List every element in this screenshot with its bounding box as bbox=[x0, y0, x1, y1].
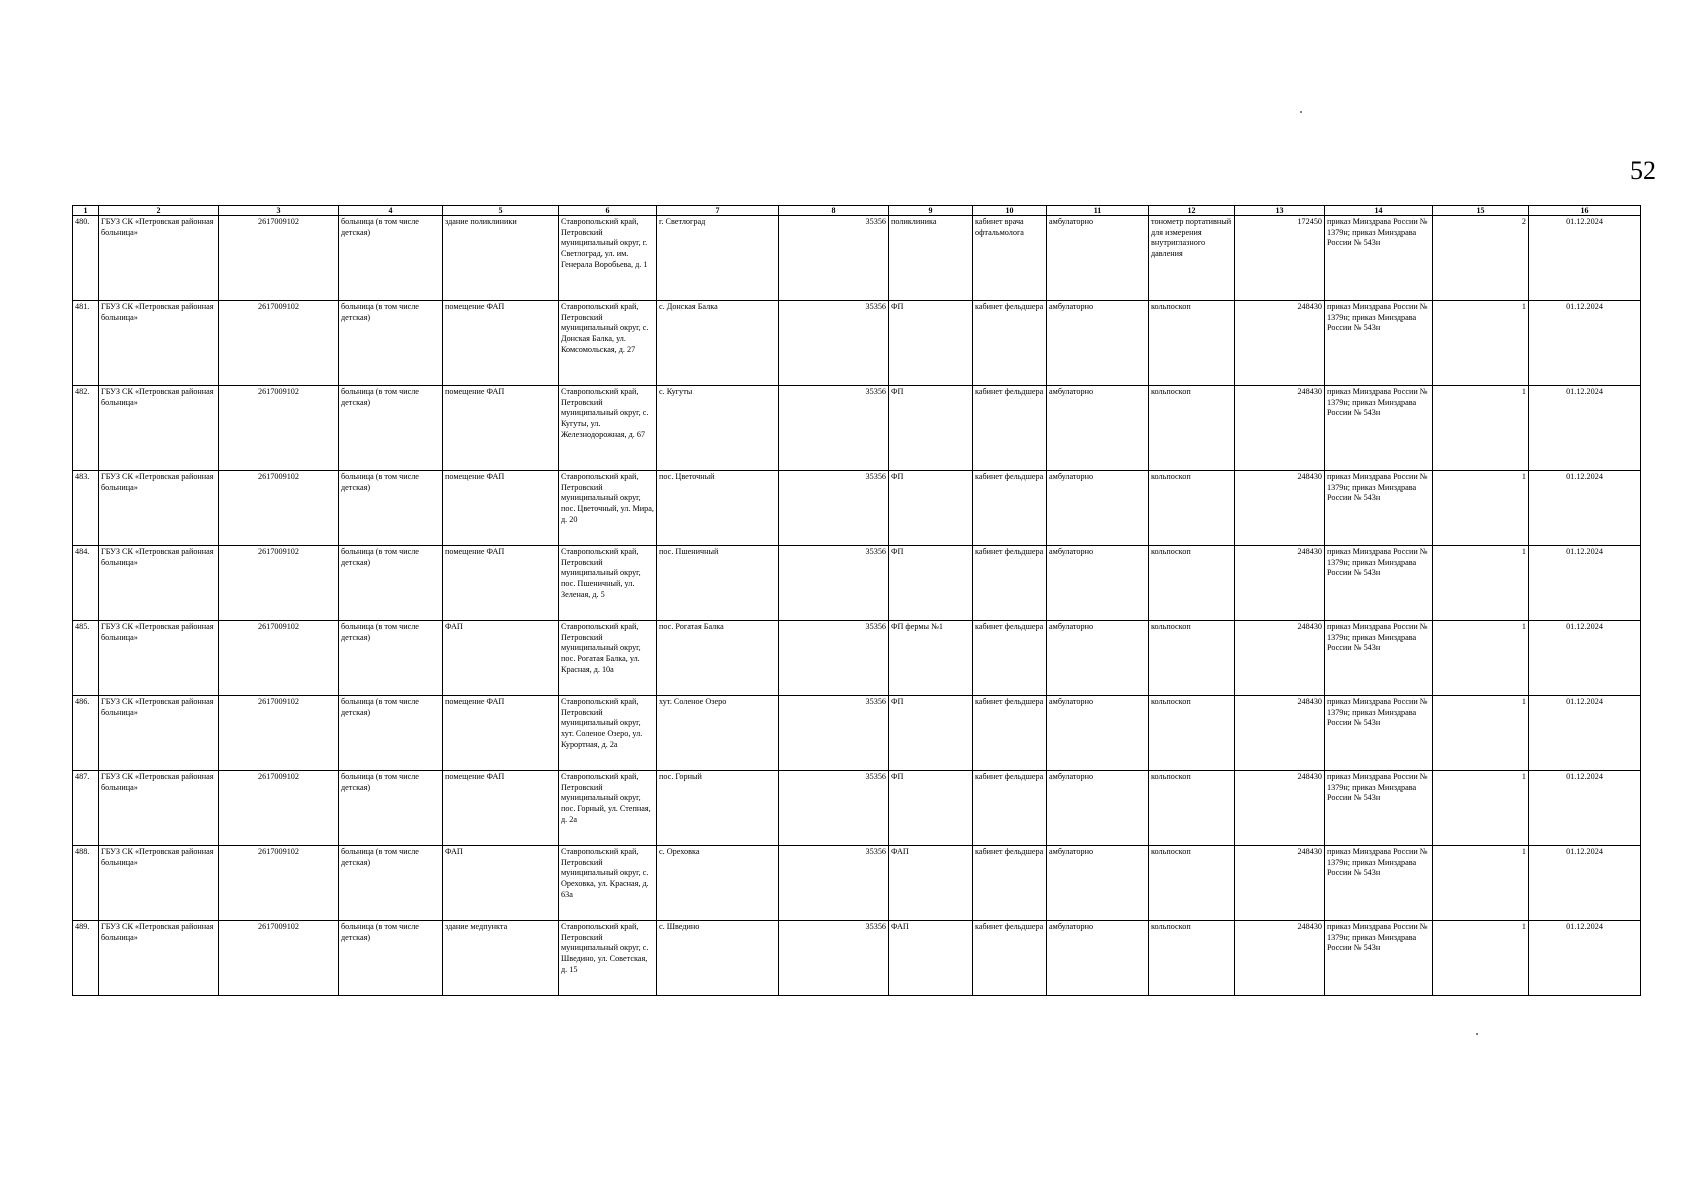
cell-room: кабинет фельдшера bbox=[973, 546, 1047, 621]
cell-equipment-name: кольпоскоп bbox=[1149, 301, 1235, 386]
cell-subdivision: ФП bbox=[889, 471, 973, 546]
cell-inn: 2617009102 bbox=[219, 216, 339, 301]
column-header-11: 11 bbox=[1047, 206, 1149, 216]
cell-building-type: помещение ФАП bbox=[443, 471, 559, 546]
cell-room: кабинет фельдшера bbox=[973, 846, 1047, 921]
cell-care-form: амбулаторно bbox=[1047, 386, 1149, 471]
equipment-register-table bbox=[72, 205, 1641, 996]
cell-address: Ставропольский край, Петровский муниципальный округ, г. Светлоград, ул. им. Генерала Воробьева, д. 1 bbox=[559, 216, 657, 301]
cell-equipment-name: кольпоскоп bbox=[1149, 846, 1235, 921]
cell-settlement: с. Донская Балка bbox=[657, 301, 779, 386]
table-row bbox=[73, 921, 1641, 996]
cell-price: 248430 bbox=[1235, 386, 1325, 471]
cell-room: кабинет фельдшера bbox=[973, 386, 1047, 471]
cell-inn: 2617009102 bbox=[219, 386, 339, 471]
cell-address: Ставропольский край, Петровский муниципальный округ, с. Шведино, ул. Советская, д. 15 bbox=[559, 921, 657, 996]
table-row bbox=[73, 621, 1641, 696]
cell-date: 01.12.2024 bbox=[1529, 386, 1641, 471]
header-row bbox=[73, 206, 1641, 216]
cell-address: Ставропольский край, Петровский муниципальный округ, пос. Цветочный, ул. Мира, д. 20 bbox=[559, 471, 657, 546]
cell-price: 172450 bbox=[1235, 216, 1325, 301]
cell-settlement: пос. Рогатая Балка bbox=[657, 621, 779, 696]
cell-settlement: пос. Цветочный bbox=[657, 471, 779, 546]
cell-organization-type: больница (в том числе детская) bbox=[339, 921, 443, 996]
cell-care-form: амбулаторно bbox=[1047, 471, 1149, 546]
cell-organization-name: ГБУЗ СК «Петровская районная больница» bbox=[99, 471, 219, 546]
cell-subdivision: ФАП bbox=[889, 921, 973, 996]
column-header-6: 6 bbox=[559, 206, 657, 216]
cell-settlement: с. Кугуты bbox=[657, 386, 779, 471]
cell-price: 248430 bbox=[1235, 696, 1325, 771]
cell-row-number: 481. bbox=[73, 301, 99, 386]
column-header-5: 5 bbox=[443, 206, 559, 216]
cell-organization-type: больница (в том числе детская) bbox=[339, 546, 443, 621]
cell-building-type: здание медпункта bbox=[443, 921, 559, 996]
table-row bbox=[73, 471, 1641, 546]
cell-quantity: 1 bbox=[1433, 386, 1529, 471]
cell-inn: 2617009102 bbox=[219, 546, 339, 621]
cell-oktmo-code: 35356 bbox=[779, 921, 889, 996]
cell-date: 01.12.2024 bbox=[1529, 621, 1641, 696]
cell-oktmo-code: 35356 bbox=[779, 696, 889, 771]
column-header-13: 13 bbox=[1235, 206, 1325, 216]
cell-equipment-name: кольпоскоп bbox=[1149, 771, 1235, 846]
cell-regulation: приказ Минздрава России № 1379н; приказ Минздрава России № 543н bbox=[1325, 386, 1433, 471]
cell-inn: 2617009102 bbox=[219, 301, 339, 386]
cell-date: 01.12.2024 bbox=[1529, 216, 1641, 301]
cell-oktmo-code: 35356 bbox=[779, 301, 889, 386]
cell-price: 248430 bbox=[1235, 621, 1325, 696]
table-row bbox=[73, 546, 1641, 621]
cell-care-form: амбулаторно bbox=[1047, 846, 1149, 921]
cell-subdivision: ФАП bbox=[889, 846, 973, 921]
cell-organization-name: ГБУЗ СК «Петровская районная больница» bbox=[99, 621, 219, 696]
cell-care-form: амбулаторно bbox=[1047, 621, 1149, 696]
cell-building-type: помещение ФАП bbox=[443, 771, 559, 846]
cell-date: 01.12.2024 bbox=[1529, 771, 1641, 846]
cell-equipment-name: кольпоскоп bbox=[1149, 621, 1235, 696]
cell-organization-type: больница (в том числе детская) bbox=[339, 696, 443, 771]
table-row bbox=[73, 386, 1641, 471]
cell-inn: 2617009102 bbox=[219, 771, 339, 846]
cell-organization-name: ГБУЗ СК «Петровская районная больница» bbox=[99, 386, 219, 471]
cell-building-type: ФАП bbox=[443, 846, 559, 921]
column-header-14: 14 bbox=[1325, 206, 1433, 216]
cell-regulation: приказ Минздрава России № 1379н; приказ Минздрава России № 543н bbox=[1325, 471, 1433, 546]
cell-building-type: помещение ФАП bbox=[443, 696, 559, 771]
cell-regulation: приказ Минздрава России № 1379н; приказ Минздрава России № 543н bbox=[1325, 771, 1433, 846]
cell-row-number: 487. bbox=[73, 771, 99, 846]
cell-organization-name: ГБУЗ СК «Петровская районная больница» bbox=[99, 216, 219, 301]
cell-regulation: приказ Минздрава России № 1379н; приказ Минздрава России № 543н bbox=[1325, 546, 1433, 621]
cell-settlement: хут. Соленое Озеро bbox=[657, 696, 779, 771]
cell-date: 01.12.2024 bbox=[1529, 301, 1641, 386]
cell-settlement: с. Шведино bbox=[657, 921, 779, 996]
cell-equipment-name: тонометр портативный для измерения внутриглазного давления bbox=[1149, 216, 1235, 301]
cell-oktmo-code: 35356 bbox=[779, 216, 889, 301]
cell-building-type: здание поликлиники bbox=[443, 216, 559, 301]
cell-organization-name: ГБУЗ СК «Петровская районная больница» bbox=[99, 921, 219, 996]
cell-address: Ставропольский край, Петровский муниципальный округ, с. Донская Балка, ул. Комсомольская, д. 27 bbox=[559, 301, 657, 386]
cell-row-number: 480. bbox=[73, 216, 99, 301]
cell-room: кабинет фельдшера bbox=[973, 301, 1047, 386]
cell-building-type: помещение ФАП bbox=[443, 386, 559, 471]
column-header-2: 2 bbox=[99, 206, 219, 216]
column-header-10: 10 bbox=[973, 206, 1047, 216]
cell-organization-name: ГБУЗ СК «Петровская районная больница» bbox=[99, 771, 219, 846]
cell-quantity: 1 bbox=[1433, 471, 1529, 546]
cell-date: 01.12.2024 bbox=[1529, 546, 1641, 621]
cell-row-number: 482. bbox=[73, 386, 99, 471]
cell-organization-type: больница (в том числе детская) bbox=[339, 216, 443, 301]
cell-subdivision: ФП bbox=[889, 771, 973, 846]
cell-regulation: приказ Минздрава России № 1379н; приказ Минздрава России № 543н bbox=[1325, 921, 1433, 996]
cell-oktmo-code: 35356 bbox=[779, 621, 889, 696]
cell-quantity: 1 bbox=[1433, 846, 1529, 921]
cell-oktmo-code: 35356 bbox=[779, 846, 889, 921]
cell-date: 01.12.2024 bbox=[1529, 696, 1641, 771]
cell-building-type: помещение ФАП bbox=[443, 301, 559, 386]
cell-care-form: амбулаторно bbox=[1047, 216, 1149, 301]
table-row bbox=[73, 216, 1641, 301]
cell-date: 01.12.2024 bbox=[1529, 471, 1641, 546]
cell-oktmo-code: 35356 bbox=[779, 546, 889, 621]
cell-row-number: 488. bbox=[73, 846, 99, 921]
cell-oktmo-code: 35356 bbox=[779, 471, 889, 546]
cell-inn: 2617009102 bbox=[219, 471, 339, 546]
cell-care-form: амбулаторно bbox=[1047, 546, 1149, 621]
cell-regulation: приказ Минздрава России № 1379н; приказ Минздрава России № 543н bbox=[1325, 846, 1433, 921]
cell-row-number: 485. bbox=[73, 621, 99, 696]
cell-organization-type: больница (в том числе детская) bbox=[339, 471, 443, 546]
cell-price: 248430 bbox=[1235, 546, 1325, 621]
cell-building-type: помещение ФАП bbox=[443, 546, 559, 621]
column-header-8: 8 bbox=[779, 206, 889, 216]
cell-price: 248430 bbox=[1235, 301, 1325, 386]
cell-oktmo-code: 35356 bbox=[779, 771, 889, 846]
cell-regulation: приказ Минздрава России № 1379н; приказ Минздрава России № 543н bbox=[1325, 621, 1433, 696]
table-row bbox=[73, 771, 1641, 846]
cell-settlement: с. Ореховка bbox=[657, 846, 779, 921]
cell-organization-type: больница (в том числе детская) bbox=[339, 301, 443, 386]
cell-settlement: г. Светлоград bbox=[657, 216, 779, 301]
column-header-16: 16 bbox=[1529, 206, 1641, 216]
cell-equipment-name: кольпоскоп bbox=[1149, 696, 1235, 771]
cell-price: 248430 bbox=[1235, 921, 1325, 996]
cell-care-form: амбулаторно bbox=[1047, 921, 1149, 996]
cell-regulation: приказ Минздрава России № 1379н; приказ Минздрава России № 543н bbox=[1325, 301, 1433, 386]
cell-inn: 2617009102 bbox=[219, 846, 339, 921]
cell-address: Ставропольский край, Петровский муниципальный округ, пос. Пшеничный, ул. Зеленая, д. 5 bbox=[559, 546, 657, 621]
cell-inn: 2617009102 bbox=[219, 621, 339, 696]
cell-room: кабинет фельдшера bbox=[973, 621, 1047, 696]
column-header-15: 15 bbox=[1433, 206, 1529, 216]
cell-organization-type: больница (в том числе детская) bbox=[339, 771, 443, 846]
table-row bbox=[73, 301, 1641, 386]
cell-row-number: 486. bbox=[73, 696, 99, 771]
cell-quantity: 1 bbox=[1433, 301, 1529, 386]
cell-oktmo-code: 35356 bbox=[779, 386, 889, 471]
cell-room: кабинет фельдшера bbox=[973, 771, 1047, 846]
cell-subdivision: ФП bbox=[889, 301, 973, 386]
column-header-12: 12 bbox=[1149, 206, 1235, 216]
cell-quantity: 1 bbox=[1433, 921, 1529, 996]
cell-organization-name: ГБУЗ СК «Петровская районная больница» bbox=[99, 846, 219, 921]
cell-room: кабинет фельдшера bbox=[973, 471, 1047, 546]
cell-address: Ставропольский край, Петровский муниципальный округ, с. Ореховка, ул. Красная, д. 63а bbox=[559, 846, 657, 921]
cell-room: кабинет врача офтальмолога bbox=[973, 216, 1047, 301]
cell-room: кабинет фельдшера bbox=[973, 921, 1047, 996]
cell-row-number: 483. bbox=[73, 471, 99, 546]
cell-quantity: 1 bbox=[1433, 696, 1529, 771]
cell-quantity: 1 bbox=[1433, 771, 1529, 846]
cell-price: 248430 bbox=[1235, 471, 1325, 546]
cell-room: кабинет фельдшера bbox=[973, 696, 1047, 771]
cell-price: 248430 bbox=[1235, 846, 1325, 921]
cell-regulation: приказ Минздрава России № 1379н; приказ Минздрава России № 543н bbox=[1325, 696, 1433, 771]
cell-equipment-name: кольпоскоп bbox=[1149, 546, 1235, 621]
cell-subdivision: ФП bbox=[889, 696, 973, 771]
cell-organization-type: больница (в том числе детская) bbox=[339, 846, 443, 921]
cell-row-number: 484. bbox=[73, 546, 99, 621]
cell-address: Ставропольский край, Петровский муниципальный округ, пос. Рогатая Балка, ул. Красная, д. 10а bbox=[559, 621, 657, 696]
cell-address: Ставропольский край, Петровский муниципальный округ, хут. Соленое Озеро, ул. Курортная, д. 2а bbox=[559, 696, 657, 771]
table-body bbox=[73, 216, 1641, 996]
cell-quantity: 2 bbox=[1433, 216, 1529, 301]
cell-organization-name: ГБУЗ СК «Петровская районная больница» bbox=[99, 696, 219, 771]
cell-inn: 2617009102 bbox=[219, 921, 339, 996]
cell-date: 01.12.2024 bbox=[1529, 846, 1641, 921]
cell-equipment-name: кольпоскоп bbox=[1149, 471, 1235, 546]
table-row bbox=[73, 846, 1641, 921]
column-header-4: 4 bbox=[339, 206, 443, 216]
column-header-3: 3 bbox=[219, 206, 339, 216]
column-header-7: 7 bbox=[657, 206, 779, 216]
cell-organization-type: больница (в том числе детская) bbox=[339, 621, 443, 696]
cell-inn: 2617009102 bbox=[219, 696, 339, 771]
cell-address: Ставропольский край, Петровский муниципальный округ, с. Кугуты, ул. Железнодорожная, д. 67 bbox=[559, 386, 657, 471]
cell-quantity: 1 bbox=[1433, 621, 1529, 696]
cell-care-form: амбулаторно bbox=[1047, 696, 1149, 771]
cell-organization-name: ГБУЗ СК «Петровская районная больница» bbox=[99, 546, 219, 621]
cell-building-type: ФАП bbox=[443, 621, 559, 696]
cell-equipment-name: кольпоскоп bbox=[1149, 386, 1235, 471]
cell-organization-type: больница (в том числе детская) bbox=[339, 386, 443, 471]
page-number: 52 bbox=[1630, 156, 1656, 185]
cell-subdivision: ФП bbox=[889, 546, 973, 621]
cell-row-number: 489. bbox=[73, 921, 99, 996]
cell-equipment-name: кольпоскоп bbox=[1149, 921, 1235, 996]
cell-care-form: амбулаторно bbox=[1047, 771, 1149, 846]
cell-subdivision: поликлиника bbox=[889, 216, 973, 301]
table-row bbox=[73, 696, 1641, 771]
cell-regulation: приказ Минздрава России № 1379н; приказ Минздрава России № 543н bbox=[1325, 216, 1433, 301]
cell-quantity: 1 bbox=[1433, 546, 1529, 621]
cell-settlement: пос. Горный bbox=[657, 771, 779, 846]
cell-date: 01.12.2024 bbox=[1529, 921, 1641, 996]
cell-settlement: пос. Пшеничный bbox=[657, 546, 779, 621]
column-header-1: 1 bbox=[73, 206, 99, 216]
column-header-9: 9 bbox=[889, 206, 973, 216]
cell-organization-name: ГБУЗ СК «Петровская районная больница» bbox=[99, 301, 219, 386]
cell-subdivision: ФП bbox=[889, 386, 973, 471]
cell-price: 248430 bbox=[1235, 771, 1325, 846]
cell-subdivision: ФП фермы №1 bbox=[889, 621, 973, 696]
cell-care-form: амбулаторно bbox=[1047, 301, 1149, 386]
cell-address: Ставропольский край, Петровский муниципальный округ, пос. Горный, ул. Степная, д. 2а bbox=[559, 771, 657, 846]
